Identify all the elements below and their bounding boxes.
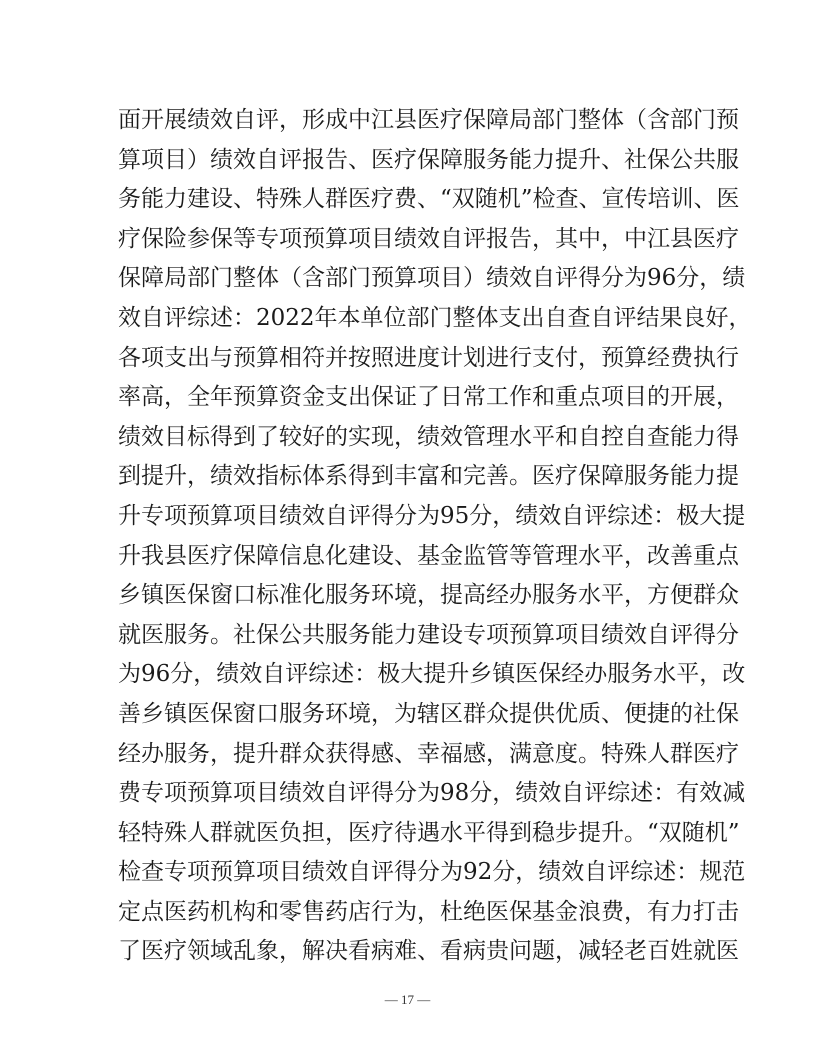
- text-line: 检查专项预算项目绩效自评得分为92分，绩效自评综述：规范: [118, 859, 746, 886]
- text-line: 务能力建设、特殊人群医疗费、“双随机”检查、宣传培训、医: [118, 186, 740, 213]
- text-line: 疗保险参保等专项预算项目绩效自评报告，其中，中江县医疗: [118, 225, 739, 252]
- text-line: 率高，全年预算资金支出保证了日常工作和重点项目的开展，: [118, 384, 739, 411]
- text-line: 善乡镇医保窗口服务环境，为辖区群众提供优质、便捷的社保: [118, 700, 739, 727]
- text-line: 到提升，绩效指标体系得到丰富和完善。医疗保障服务能力提: [118, 463, 739, 490]
- text-line: 了医疗领域乱象，解决看病难、看病贵问题，减轻老百姓就医: [118, 938, 739, 965]
- text-line: 轻特殊人群就医负担，医疗待遇水平得到稳步提升。“双随机”: [118, 819, 740, 846]
- text-line: 定点医药机构和零售药店行为，杜绝医保基金浪费，有力打击: [118, 898, 739, 925]
- text-line: 算项目）绩效自评报告、医疗保障服务能力提升、社保公共服: [118, 146, 739, 173]
- text-line: 乡镇医保窗口标准化服务环境，提高经办服务水平，方便群众: [118, 582, 739, 609]
- text-line: 面开展绩效自评，形成中江县医疗保障局部门整体（含部门预: [118, 107, 739, 133]
- page-number: — 17 —: [384, 992, 431, 1007]
- text-line: 就医服务。社保公共服务能力建设专项预算项目绩效自评得分: [118, 621, 739, 648]
- text-line: 各项支出与预算相符并按照进度计划进行支付，预算经费执行: [118, 344, 739, 371]
- text-line: 保障局部门整体（含部门预算项目）绩效自评得分为96分，绩: [118, 265, 746, 292]
- body-paragraph: [118, 101, 752, 972]
- text-line: 绩效目标得到了较好的实现，绩效管理水平和自控自查能力得: [118, 423, 739, 450]
- text-line: 经办服务，提升群众获得感、幸福感，满意度。特殊人群医疗: [118, 740, 739, 767]
- text-line: 升我县医疗保障信息化建设、基金监管等管理水平，改善重点: [118, 542, 739, 569]
- text-line: 费专项预算项目绩效自评得分为98分，绩效自评综述：有效减: [118, 780, 746, 807]
- text-line: 为96分，绩效自评综述：极大提升乡镇医保经办服务水平，改: [118, 661, 746, 688]
- text-line: 升专项预算项目绩效自评得分为95分，绩效自评综述：极大提: [118, 502, 746, 529]
- text-line: 效自评综述：2022年本单位部门整体支出自查自评结果良好，: [118, 304, 752, 331]
